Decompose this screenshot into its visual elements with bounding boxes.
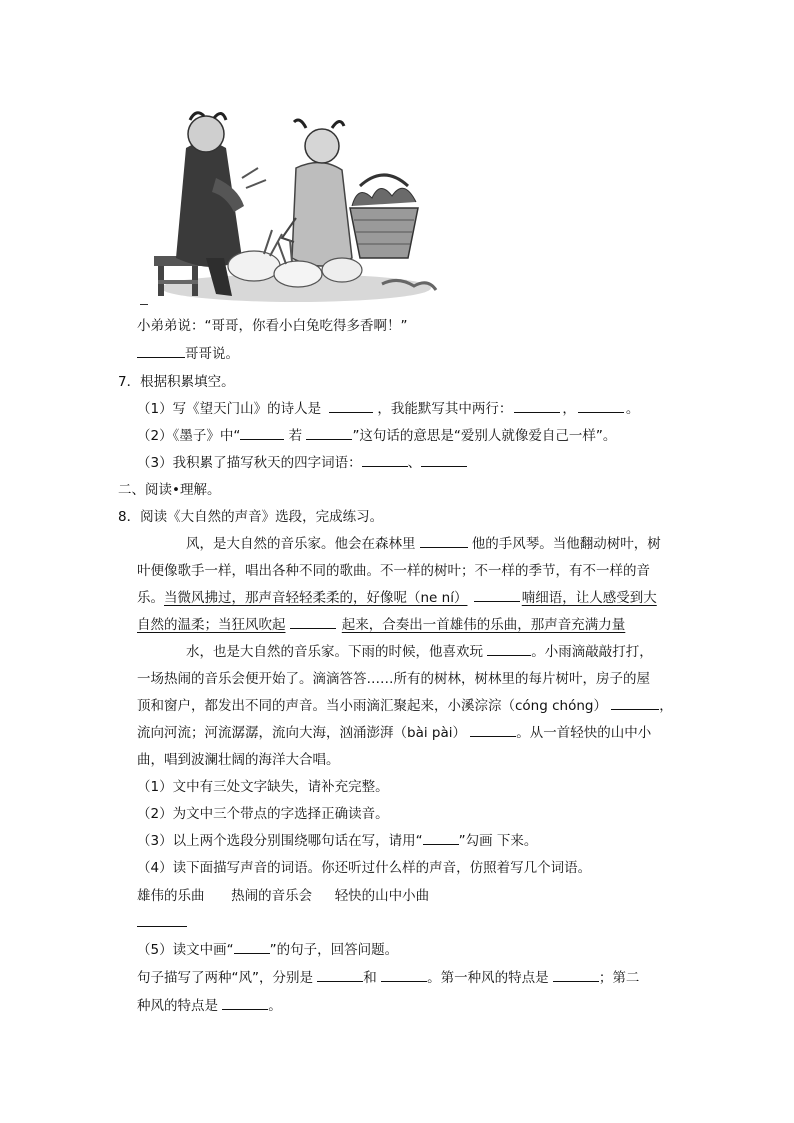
q6-quote-line [137, 317, 408, 335]
q8-p1-underlined-sentence-d: 起来，合奏出一首雄伟的乐曲，那声音充满力量 [341, 617, 626, 633]
q8-sub2: （2）为文中三个带点的字选择正确读音。 [137, 806, 389, 822]
q8-p1-underlined-sentence-c: 自然的温柔；当狂风吹起 [137, 617, 286, 633]
word-example-2: 热闹的音乐会 [231, 888, 313, 904]
q8-p2-line4-text-a: 流向河流；河流潺潺，流向大海，汹涌澎湃（bài pài） [137, 725, 466, 741]
q8-title: 8．阅读《大自然的声音》选段，完成练习。 [118, 509, 384, 525]
q8-p1-line3 [137, 589, 657, 607]
q8-p2-blank-1[interactable] [487, 643, 531, 656]
q8-sub5-answer-line1 [137, 969, 639, 987]
q7-item3-blank-1[interactable] [362, 454, 408, 467]
q8-p2-line2: 一场热闹的音乐会便开始了。滴滴答答……所有的树林，树林里的每片树叶，房子的屋 [137, 671, 650, 687]
q8-p1-blank-2[interactable] [474, 589, 520, 602]
q7-item3-text-a: （3）我积累了描写秋天的四字词语： [137, 455, 362, 471]
q8-p2-line1 [186, 643, 653, 661]
q7-item1-text-a: （1）写《望天门山》的诗人是 [137, 401, 322, 417]
q8-ans-text-c: 。第一种风的特点是 [427, 970, 549, 986]
q8-sub5-text-b: ”的句子，回答问题。 [269, 942, 399, 958]
q8-sub5-underline-sample [234, 941, 270, 954]
q8-p1-text-b: 他的手风琴。当他翻动树叶，树 [471, 536, 661, 552]
q7-item1-text-b: ，我能默写其中两行： [377, 401, 513, 417]
q7-item2-blank-2[interactable] [306, 427, 352, 440]
q7-item2-text-b: 若 [288, 428, 303, 444]
q7-item1-blank-line2[interactable] [578, 400, 624, 413]
q8-sub4-blank[interactable] [137, 914, 187, 927]
q8-p1-line4 [137, 616, 625, 634]
q8-p1-line3-text-a: 乐。 [137, 590, 164, 606]
q8-p2-text-a: 水，也是大自然的音乐家。下雨的时候，他喜欢玩 [186, 644, 483, 660]
q6-answer-text: 哥哥说。 [185, 346, 239, 362]
q8-p1-underlined-sentence-b: 喃细语，让人感受到大 [521, 590, 657, 606]
q8-sub3-underline-sample [423, 832, 459, 845]
q8-p2-line4-text-b: 。从一首轻快的山中小 [516, 725, 652, 741]
q8-p2-blank-3[interactable] [470, 724, 516, 737]
q7-item2-text-a: （2）《墨子》中“ [137, 428, 241, 444]
younger-child [282, 120, 352, 266]
q8-word-examples [137, 887, 429, 905]
q8-sub5 [137, 941, 398, 959]
q6-blank[interactable] [137, 345, 185, 358]
q7-item3-text-b: 、 [407, 455, 422, 471]
word-example-3: 轻快的山中小曲 [334, 888, 430, 904]
q8-ans-blank-2[interactable] [381, 969, 427, 982]
q8-ans-text-e: 种风的特点是 [137, 998, 218, 1014]
q8-p2-line5: 曲，唱到波澜壮阔的海洋大合唱。 [137, 752, 340, 768]
q8-sub3 [137, 832, 537, 850]
word-example-1: 雄伟的乐曲 [137, 888, 205, 904]
q8-ans-blank-3[interactable] [553, 969, 599, 982]
q8-sub5-answer-line2 [137, 997, 282, 1015]
q7-item1-blank-line1[interactable] [514, 400, 560, 413]
q8-p1-text-a: 风，是大自然的音乐家。他会在森林里 [186, 536, 416, 552]
q8-p2-line4 [137, 724, 651, 742]
children-rabbits-illustration [146, 108, 442, 304]
q6-answer-line [137, 345, 239, 363]
q8-sub4: （4）读下面描写声音的词语。你还听过什么样的声音，仿照着写几个词语。 [137, 860, 592, 876]
q7-item3-blank-2[interactable] [421, 454, 467, 467]
q8-ans-text-b: 和 [363, 970, 377, 986]
q8-sub3-text-a: （3）以上两个选段分别围绕哪句话在写，请用“ [137, 833, 423, 849]
q8-ans-text-a: 句子描写了两种“风”，分别是 [137, 970, 313, 986]
vegetable-basket [350, 175, 418, 258]
q8-sub5-text-a: （5）读文中画“ [137, 942, 234, 958]
q8-ans-text-d: ；第二 [598, 970, 640, 986]
q7-item2 [137, 427, 616, 445]
image-caption-dash [140, 304, 148, 305]
q8-sub4-answer-line [137, 914, 187, 932]
q7-item1 [137, 400, 639, 418]
q7-item1-text-d: 。 [625, 401, 640, 417]
q8-p1-blank-3[interactable] [290, 616, 336, 629]
q7-item1-text-c: ， [562, 401, 576, 417]
q8-p2-line3-end: ， [659, 698, 673, 714]
q7-title: 7．根据积累填空。 [118, 374, 235, 390]
q8-p2-blank-2[interactable] [611, 697, 659, 710]
q8-sub1: （1）文中有三处文字缺失，请补充完整。 [137, 779, 389, 795]
q8-ans-blank-1[interactable] [317, 969, 363, 982]
q8-ans-text-f: 。 [268, 998, 282, 1014]
q8-p1-underlined-sentence-a: 当微风拂过，那声音轻轻柔柔的，好像呢（ne ní） [164, 590, 468, 606]
q8-p2-text-b: 。小雨滴敲敲打打， [531, 644, 653, 660]
q7-item2-blank-1[interactable] [240, 427, 284, 440]
q7-item3 [137, 454, 467, 472]
q7-item2-text-c: ”这句话的意思是“爱别人就像爱自己一样”。 [352, 428, 617, 444]
q8-ans-blank-4[interactable] [222, 997, 268, 1010]
q8-p1-line1 [186, 535, 661, 553]
q8-p1-line2: 叶便像歌手一样，唱出各种不同的歌曲。不一样的树叶；不一样的季节，有不一样的音 [137, 563, 650, 579]
q8-sub3-text-b: ”勾画 下来。 [458, 833, 538, 849]
q8-p2-line3 [137, 697, 673, 715]
q8-p1-blank-1[interactable] [420, 535, 468, 548]
q7-item1-blank-poet[interactable] [329, 400, 373, 413]
q8-p2-line3-text: 顶和窗户，都发出不同的声音。当小雨滴汇聚起来，小溪淙淙（cóng chóng） [137, 698, 607, 714]
section2-title: 二、阅读•理解。 [118, 482, 221, 498]
q6-quote-text: 小弟弟说：“哥哥，你看小白兔吃得多香啊！” [137, 318, 408, 334]
